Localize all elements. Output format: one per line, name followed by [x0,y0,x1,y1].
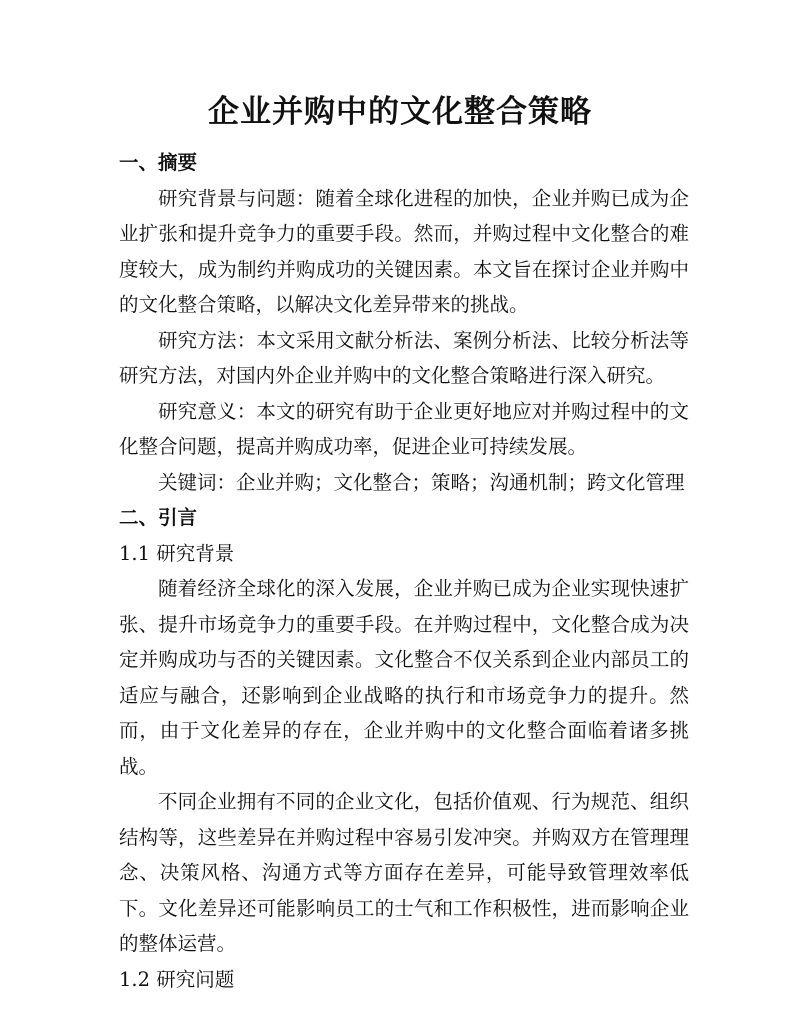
paragraph-abstract-methods: 研究方法：本文采用文献分析法、案例分析法、比较分析法等研究方法，对国内外企业并购中的文化整合策略进行深入研究。 [119,328,689,387]
paragraph-intro-2: 不同企业拥有不同的企业文化，包括价值观、行为规范、组织结构等，这些差异在并购过程中容易引发冲突。并购双方在管理理念、决策风格、沟通方式等方面存在差异，可能导致管理效率低下。文化差异还可能影响员工的士气和工作积极性，进而影响企业的整体运营。 [119,790,689,955]
paragraph-abstract-background: 研究背景与问题：随着全球化进程的加快，企业并购已成为企业扩张和提升竞争力的重要手段。然而，并购过程中文化整合的难度较大，成为制约并购成功的关键因素。本文旨在探讨企业并购中的文化整合策略，以解决文化差异带来的挑战。 [119,186,689,316]
section-heading-abstract: 一、摘要 [119,151,198,174]
subheading-research-background: 1.1 研究背景 [119,541,235,565]
subheading-research-question: 1.2 研究问题 [119,967,235,991]
document-body [119,145,689,997]
document-title: 企业并购中的文化整合策略 [208,94,592,130]
paragraph-intro-1: 随着经济全球化的深入发展，企业并购已成为企业实现快速扩张、提升市场竞争力的重要手段。在并购过程中，文化整合成为决定并购成功与否的关键因素。文化整合不仅关系到企业内部员工的适应与融合，还影响到企业战略的执行和市场竞争力的提升。然而，由于文化差异的存在，企业并购中的文化整合面临着诸多挑战。 [119,577,689,778]
paragraph-abstract-significance: 研究意义：本文的研究有助于企业更好地应对并购过程中的文化整合问题，提高并购成功率，促进企业可持续发展。 [119,399,689,458]
section-heading-introduction: 二、引言 [119,506,198,529]
keywords-line: 关键词：企业并购；文化整合；策略；沟通机制；跨文化管理 [158,470,685,494]
